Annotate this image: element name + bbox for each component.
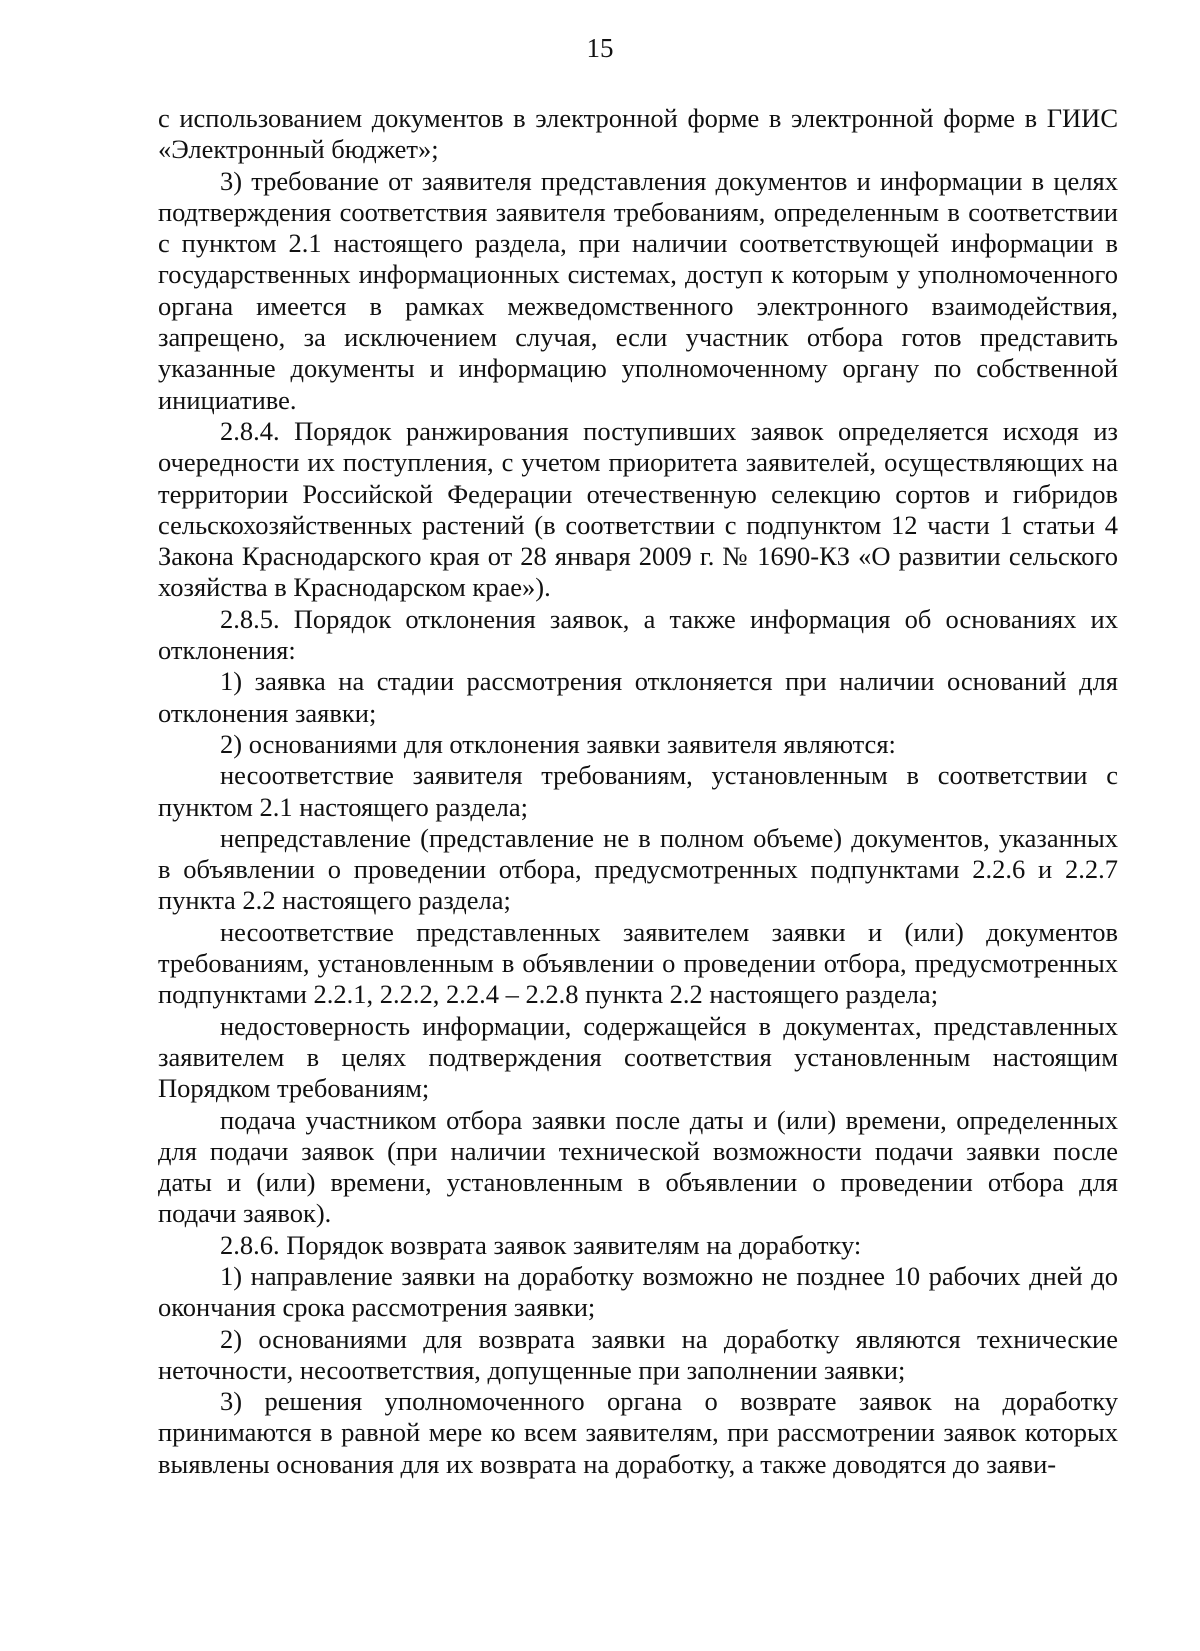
paragraph: 3) решения уполномоченного органа о возврате заявок на доработку принимаются в равной мере ко всем заявителям, при рассмотрении заявок которых выявлены основания для их возврата на доработку, а также доводятся до заяви- [158,1386,1118,1479]
paragraph: 2) основаниями для отклонения заявки заявителя являются: [220,728,896,759]
paragraph: 1) направление заявки на доработку возможно не позднее 10 рабочих дней до окончания срока рассмотрения заявки; [158,1260,1118,1323]
paragraph: несоответствие заявителя требованиям, установленным в соответствии с пунктом 2.1 настоящего раздела; [158,760,1118,822]
paragraph: 2) основаниями для возврата заявки на доработку являются технические неточности, несоответствия, допущенные при заполнении заявки; [158,1323,1118,1385]
paragraph: 2.8.4. Порядок ранжирования поступивших заявок определяется исходя из очередности их поступления, с учетом приоритета заявителей, осуществляющих на территории Российской Федерации отечественную селекцию сортов и гибридов сельскохозяйственных растений (в соответствии с подпунктом 12 части 1 статьи 4 Закона Краснодарского края от 28 января 2009 г. № 1690-КЗ «О развитии сельского хозяйства в Краснодарском крае»). [158,415,1118,603]
paragraph: с использованием документов в электронной форме в электронной форме в ГИИС «Электронный бюджет»; [158,103,1118,165]
paragraph: недостоверность информации, содержащейся в документах, представленных заявителем в целях подтверждения соответствия установленным настоящим Порядком требованиям; [158,1010,1118,1104]
paragraph: несоответствие представленных заявителем заявки и (или) документов требованиям, установленным в объявлении о проведении отбора, предусмотренных подпунктами 2.2.1, 2.2.2, 2.2.4 – 2.2.8 пункта 2.2 настоящего раздела; [158,916,1118,1010]
document-body [158,103,1118,1480]
paragraph: 2.8.6. Порядок возврата заявок заявителям на доработку: [220,1229,862,1260]
paragraph: 3) требование от заявителя представления документов и информации в целях подтверждения соответствия заявителя требованиям, определенным в соответствии с пунктом 2.1 настоящего раздела, при наличии соответствующей информации в государственных информационных системах, доступ к которым у уполномоченного органа имеется в рамках межведомственного электронного взаимодействия, запрещено, за исключением случая, если участник отбора готов представить указанные документы и информацию уполномоченному органу по собственной инициативе. [158,165,1118,415]
paragraph: 1) заявка на стадии рассмотрения отклоняется при наличии оснований для отклонения заявки; [158,666,1118,728]
page-number: 15 [586,33,614,63]
paragraph: 2.8.5. Порядок отклонения заявок, а также информация об основаниях их отклонения: [158,603,1118,666]
paragraph: подача участником отбора заявки после даты и (или) времени, определенных для подачи заявок (при наличии технической возможности подачи заявки после даты и (или) времени, установленным в объявлении о проведении отбора для подачи заявок). [158,1104,1118,1229]
paragraph: непредставление (представление не в полном объеме) документов, указанных в объявлении о проведении отбора, предусмотренных подпунктами 2.2.6 и 2.2.7 пункта 2.2 настоящего раздела; [158,822,1118,916]
